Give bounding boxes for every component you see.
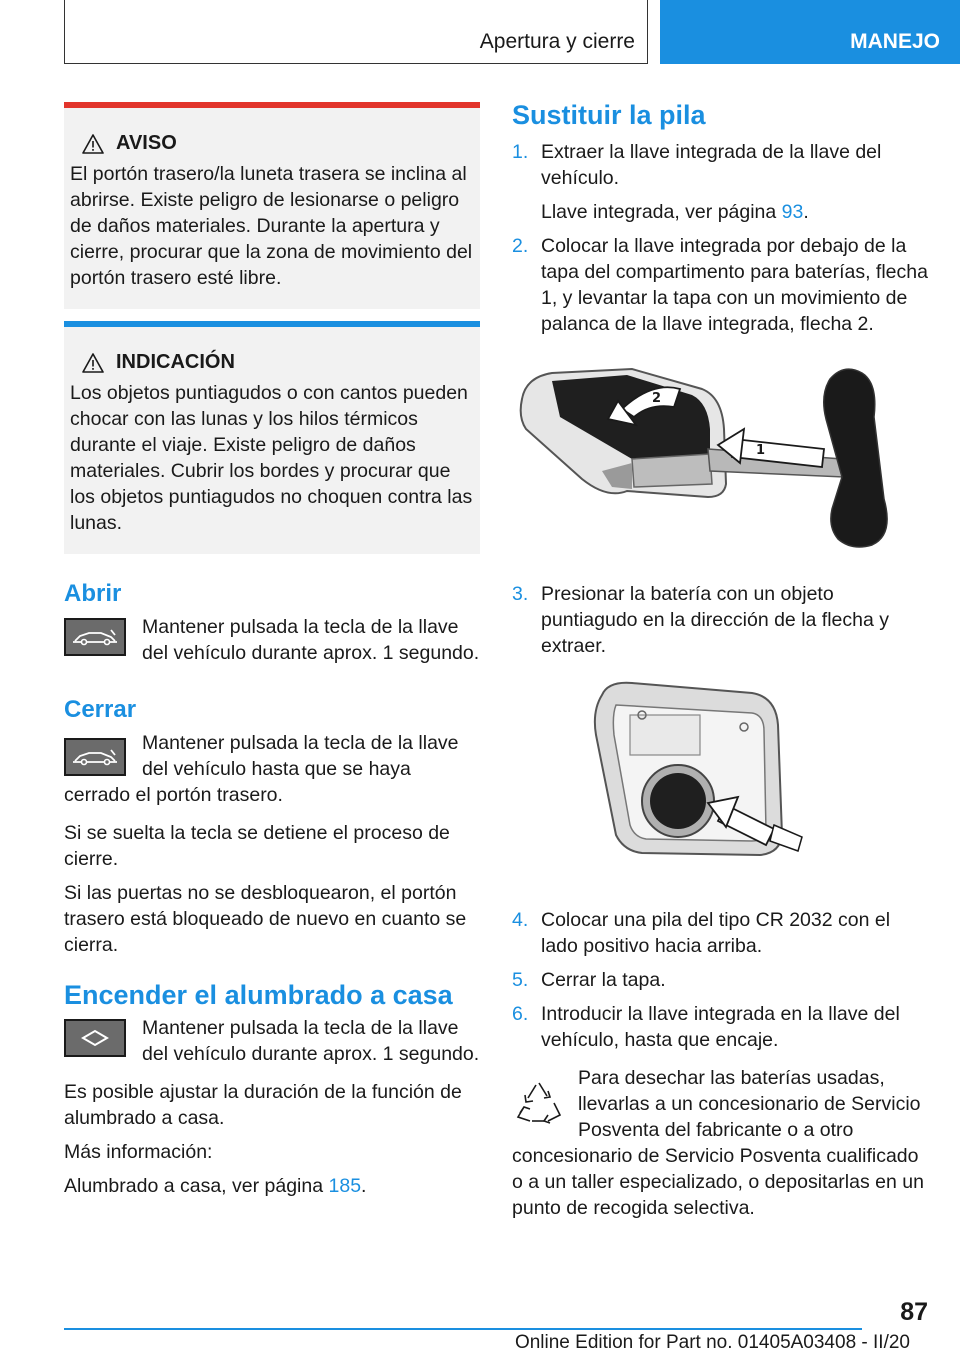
section-heading-cerrar: Cerrar <box>64 696 137 723</box>
cerrar-paragraph-3: Si las puertas no se desbloquearon, el portón trasero está bloqueado de nuevo en cuanto se cierra. <box>64 882 467 956</box>
alumbrado-reference: Alumbrado a casa, ver página 185. <box>64 1175 367 1197</box>
headlight-button-icon <box>64 1019 126 1057</box>
right-column <box>512 100 928 1221</box>
figure-arrow-label: 1 <box>756 443 766 458</box>
footer-divider <box>64 1328 862 1330</box>
alumbrado-paragraph-3: Más información: <box>64 1141 213 1163</box>
warning-title: AVISO <box>116 132 177 154</box>
figure-arrow-label: 2 <box>652 391 662 406</box>
cerrar-paragraph-2: Si se suelta la tecla se detiene el proceso de cierre. <box>64 822 450 870</box>
step1-reference: Llave integrada, ver página 93. <box>541 201 809 223</box>
figure-battery-removal <box>512 675 928 875</box>
list-item: 6. Introducir la llave integrada en la llave del vehículo, hasta que encaje. <box>512 1003 900 1051</box>
page-number: 87 <box>900 1298 928 1326</box>
tailgate-close-button-icon <box>64 738 126 776</box>
warning-text: El portón trasero/la luneta trasera se inclina al abrirse. Existe peligro de lesionarse o peligro de daños materiales. Durante la apertura y cierre, procurar que la zona de movimiento del portón trasero esté libre. <box>70 163 473 289</box>
header-section-title: Apertura y cierre <box>479 30 635 53</box>
list-item: 1. Extraer la llave integrada de la llave del vehículo. <box>512 141 882 189</box>
recycle-icon <box>514 1077 564 1127</box>
note-text: Los objetos puntiagudos o con cantos pueden chocar con las lunas y los hilos térmicos durante el viaje. Existe peligro de daños materiales. Cubrir los bordes y procurar que los objetos puntiagudos no choquen contra las lunas. <box>70 382 473 534</box>
page-link-93[interactable]: 93 <box>781 201 804 223</box>
note-notice <box>64 321 480 554</box>
list-item: 2. Colocar la llave integrada por debajo de la tapa del compartimento para baterías, flecha 1, y levantar la tapa con un movimiento de palanca de la llave integrada, flecha 2. <box>512 235 928 335</box>
warning-notice <box>64 102 480 309</box>
recycling-note <box>512 1065 928 1221</box>
tailgate-open-button-icon <box>64 618 126 656</box>
warning-triangle-icon <box>82 353 104 373</box>
cerrar-text: Mantener pulsada la tecla de la llave del vehículo hasta que se haya cerrado el portón trasero. <box>64 732 459 806</box>
alumbrado-paragraph-2: Es posible ajustar la duración de la función de alumbrado a casa. <box>64 1081 462 1129</box>
recycling-text: Para desechar las baterías usadas, llevarlas a un concesionario de Servicio Posventa del fabricante o a otro concesionario de Servicio Posventa cualificado o a un taller especializado, o depositarlas en un punto de recogida selectiva. <box>512 1067 924 1219</box>
header-section-box <box>64 0 648 64</box>
left-column <box>64 102 480 1199</box>
list-item: 3. Presionar la batería con un objeto puntiagudo en la dirección de la flecha y extraer. <box>512 583 889 657</box>
alumbrado-text: Mantener pulsada la tecla de la llave del vehículo durante aprox. 1 segundo. <box>142 1017 480 1065</box>
header-chapter-tab[interactable]: MANEJO <box>660 0 960 64</box>
figure-key-blade-removal <box>512 359 928 559</box>
abrir-text: Mantener pulsada la tecla de la llave del vehículo durante aprox. 1 segundo. <box>142 616 480 664</box>
section-heading-pila: Sustituir la pila <box>512 100 706 130</box>
footer-edition: Online Edition for Part no. 01405A03408 - II/20 <box>514 1332 910 1353</box>
note-title: INDICACIÓN <box>116 351 235 373</box>
warning-triangle-icon <box>82 134 104 154</box>
section-heading-abrir: Abrir <box>64 580 122 607</box>
section-heading-alumbrado: Encender el alumbrado a casa <box>64 980 453 1010</box>
page-link-185[interactable]: 185 <box>328 1175 362 1197</box>
list-item: 5. Cerrar la tapa. <box>512 969 666 991</box>
list-item: 4. Colocar una pila del tipo CR 2032 con el lado positivo hacia arriba. <box>512 909 891 957</box>
